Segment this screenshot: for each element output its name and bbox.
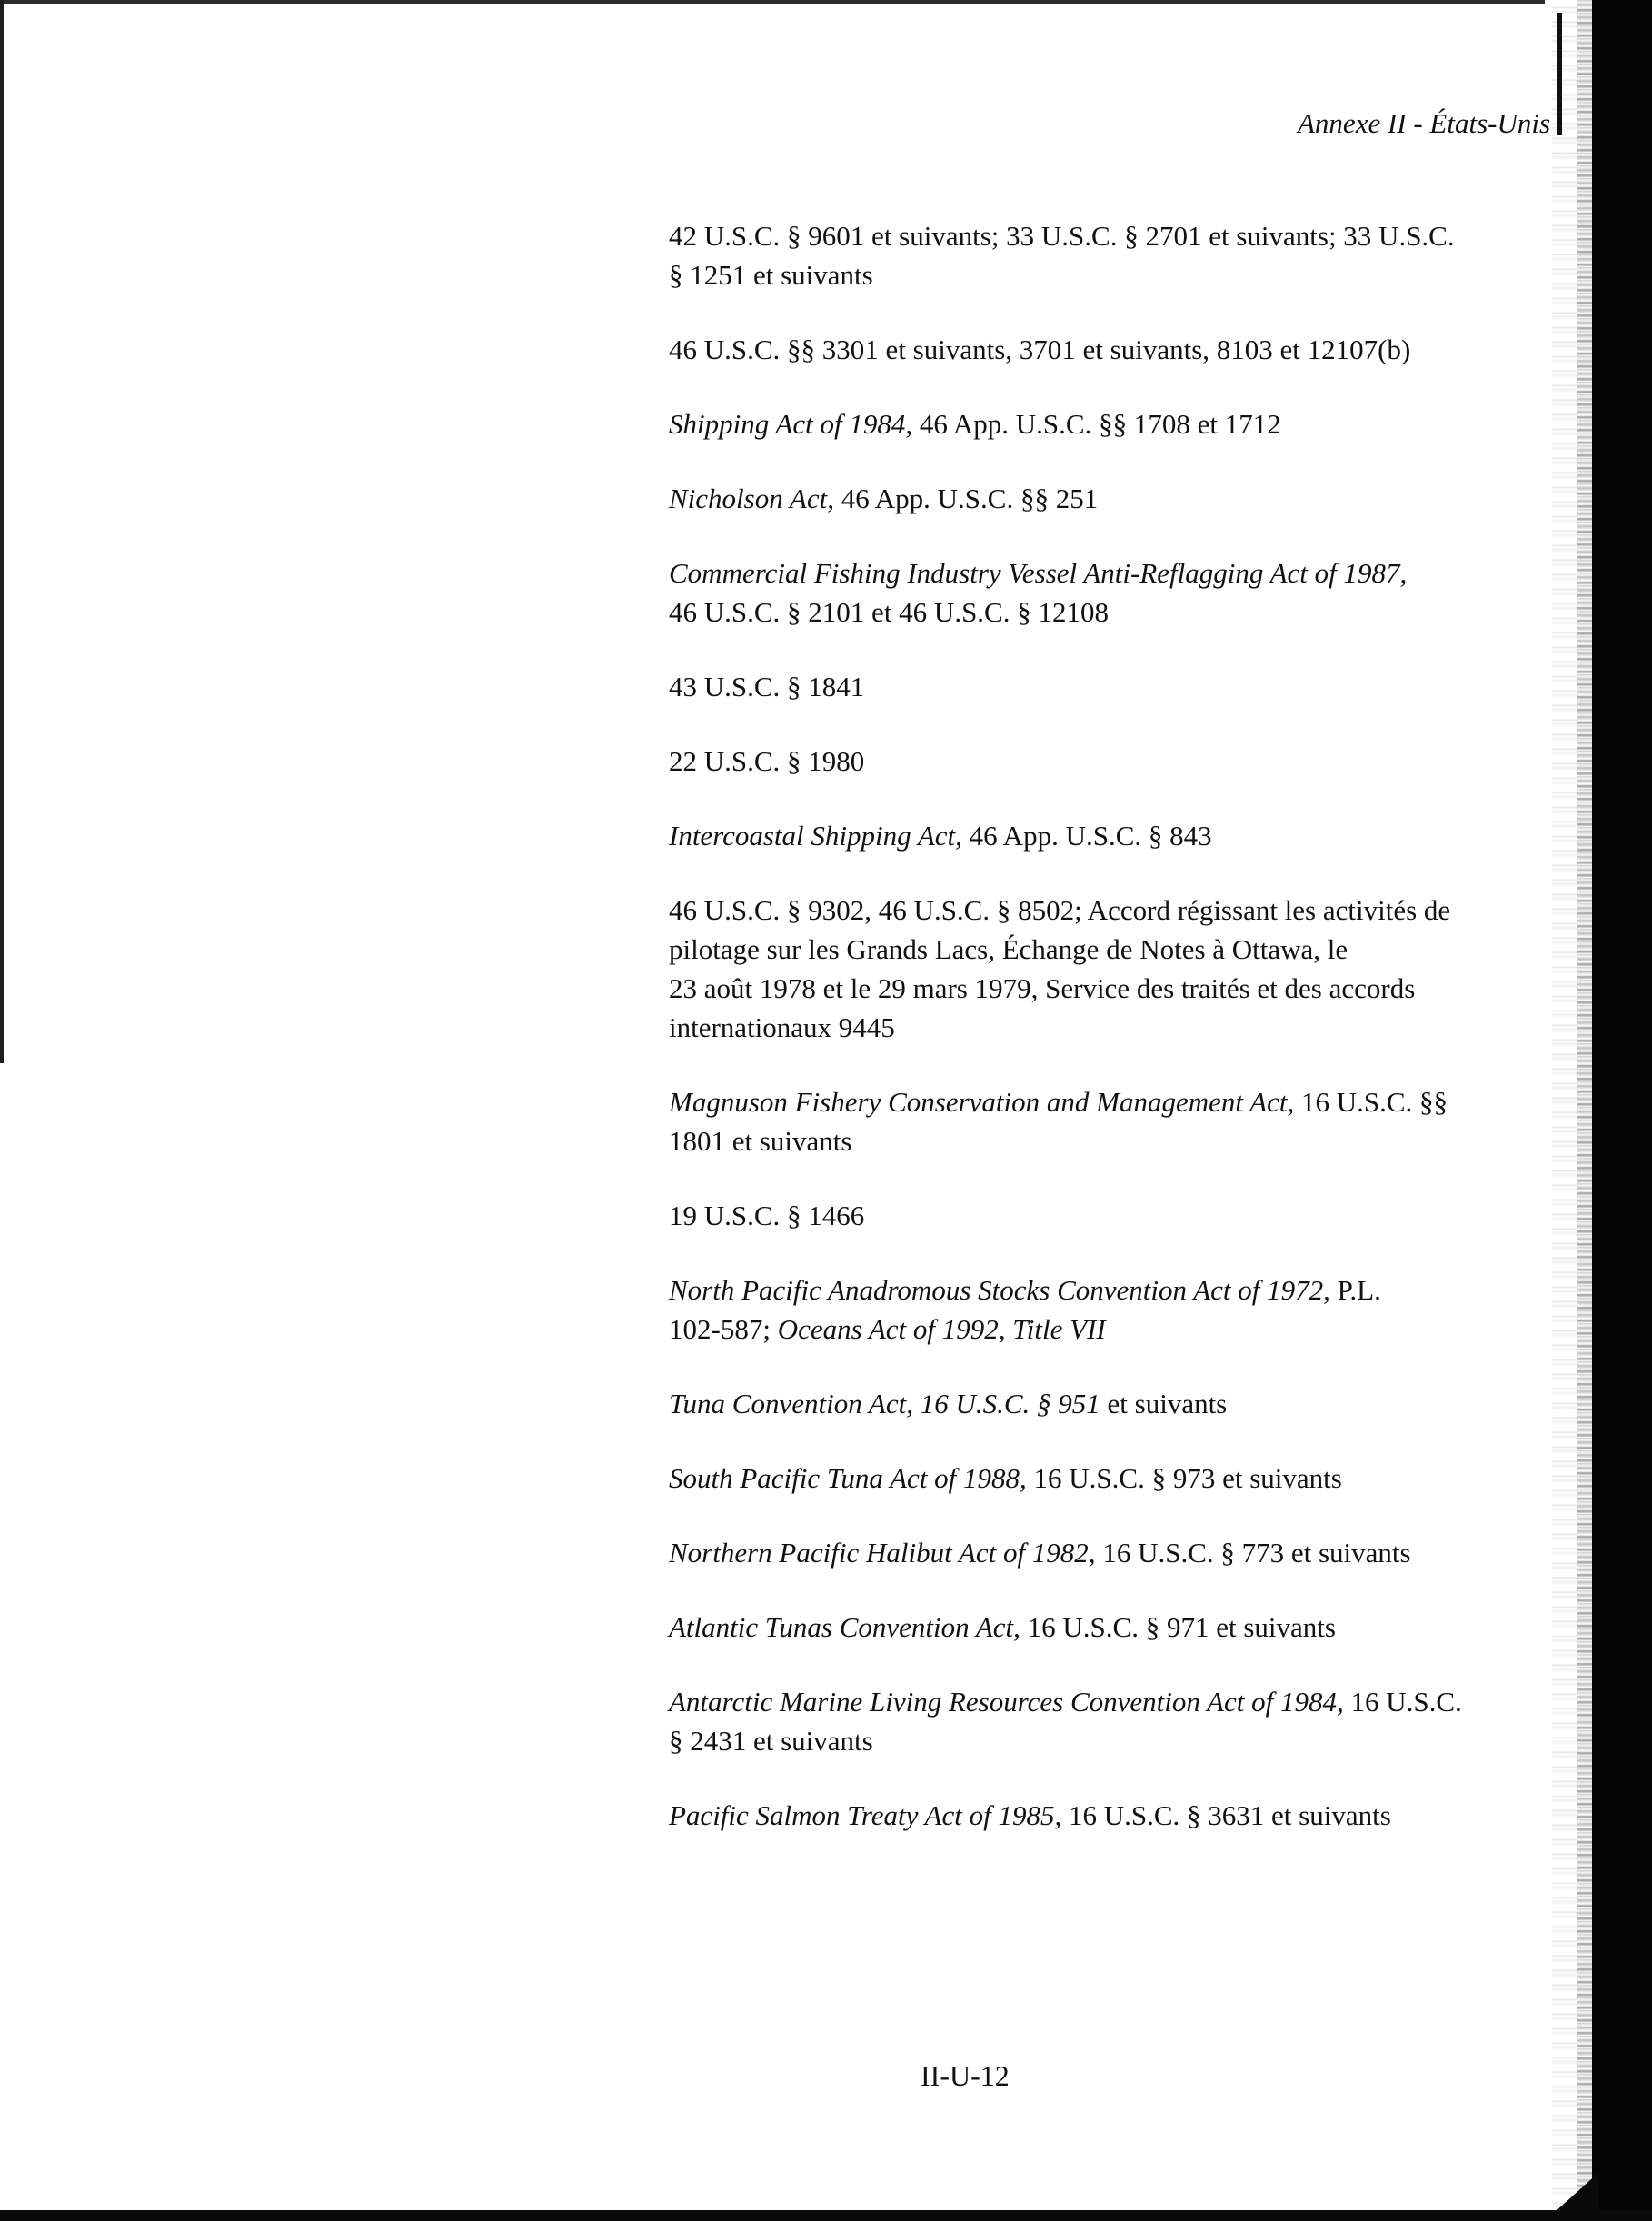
legal-references-list [669, 216, 1550, 1870]
citation-text: 46 U.S.C. §§ 3301 et suivants, 3701 et suivants, 8103 et 12107(b) [669, 334, 1411, 365]
reference-entry [669, 216, 1550, 294]
act-title: Pacific Salmon Treaty Act of 1985, [669, 1799, 1062, 1831]
page-number: II-U-12 [921, 2059, 1010, 2092]
scan-bottom-edge [0, 2210, 1652, 2221]
reference-entry [669, 1796, 1550, 1835]
reference-entry [669, 891, 1550, 1047]
citation-text: P.L. 102-587; [669, 1274, 1381, 1345]
citation-text: 16 U.S.C. § 3631 et suivants [1061, 1799, 1391, 1831]
reference-entry [669, 1384, 1550, 1423]
citation-text: 46 U.S.C. § 9302, 46 U.S.C. § 8502; Accord régissant les activités de pilotage sur les Grands Lacs, Échange de Notes à Ottawa, le 23 août 1978 et le 29 mars 1979, Service des traités et des accords internationaux 9445 [669, 894, 1451, 1043]
act-title: Oceans Act of 1992, Title VII [777, 1313, 1106, 1345]
citation-text: et suivants [1100, 1388, 1228, 1419]
scan-right-fringe-inner [1577, 0, 1592, 2221]
scan-top-edge [0, 0, 1545, 4]
running-head: Annexe II - États-Unis [1298, 107, 1551, 139]
act-title: South Pacific Tuna Act of 1988, [669, 1462, 1027, 1494]
reference-entry [669, 330, 1550, 369]
citation-text: 46 U.S.C. § 2101 et 46 U.S.C. § 12108 [669, 596, 1109, 628]
reference-entry [669, 404, 1550, 443]
scan-right-border [1592, 0, 1652, 2221]
scan-right-stripe [1557, 13, 1562, 135]
citation-text: 16 U.S.C. §§ 1801 et suivants [669, 1086, 1448, 1157]
reference-entry [669, 1270, 1550, 1349]
act-title: Antarctic Marine Living Resources Convention Act of 1984, [669, 1686, 1344, 1718]
act-title: Commercial Fishing Industry Vessel Anti-Reflagging Act of 1987, [669, 557, 1408, 589]
reference-entry [669, 1196, 1550, 1235]
citation-text: 46 App. U.S.C. §§ 1708 et 1712 [912, 408, 1281, 440]
act-title: North Pacific Anadromous Stocks Convention Act of 1972, [669, 1274, 1330, 1306]
citation-text: 46 App. U.S.C. §§ 251 [833, 483, 1099, 514]
citation-text: 22 U.S.C. § 1980 [669, 745, 865, 777]
citation-text: 46 App. U.S.C. § 843 [961, 820, 1212, 852]
citation-text: 19 U.S.C. § 1466 [669, 1200, 865, 1231]
act-title: Atlantic Tunas Convention Act, [669, 1611, 1020, 1643]
reference-entry [669, 742, 1550, 781]
citation-text: 43 U.S.C. § 1841 [669, 671, 865, 702]
reference-entry [669, 1082, 1550, 1160]
reference-entry [669, 1608, 1550, 1647]
act-title: Intercoastal Shipping Act, [669, 820, 962, 852]
reference-entry [669, 667, 1550, 706]
act-title: Magnuson Fishery Conservation and Management Act, [669, 1086, 1295, 1118]
act-title: Northern Pacific Halibut Act of 1982, [669, 1537, 1096, 1569]
citation-text: 16 U.S.C. § 973 et suivants [1026, 1462, 1342, 1494]
citation-text: 16 U.S.C. § 971 et suivants [1020, 1611, 1336, 1643]
reference-entry [669, 1682, 1550, 1760]
act-title: Tuna Convention Act, 16 U.S.C. § 951 [669, 1388, 1100, 1419]
reference-entry [669, 816, 1550, 855]
citation-text: 16 U.S.C. § 2431 et suivants [669, 1686, 1462, 1757]
act-title: Shipping Act of 1984, [669, 408, 913, 440]
act-title: Nicholson Act, [669, 483, 834, 514]
citation-text: 42 U.S.C. § 9601 et suivants; 33 U.S.C. § 2701 et suivants; 33 U.S.C. § 1251 et suivants [669, 220, 1455, 291]
scan-left-edge [0, 0, 4, 1063]
reference-entry [669, 1533, 1550, 1572]
reference-entry [669, 553, 1550, 632]
reference-entry [669, 479, 1550, 518]
citation-text: 16 U.S.C. § 773 et suivants [1095, 1537, 1411, 1569]
reference-entry [669, 1459, 1550, 1498]
